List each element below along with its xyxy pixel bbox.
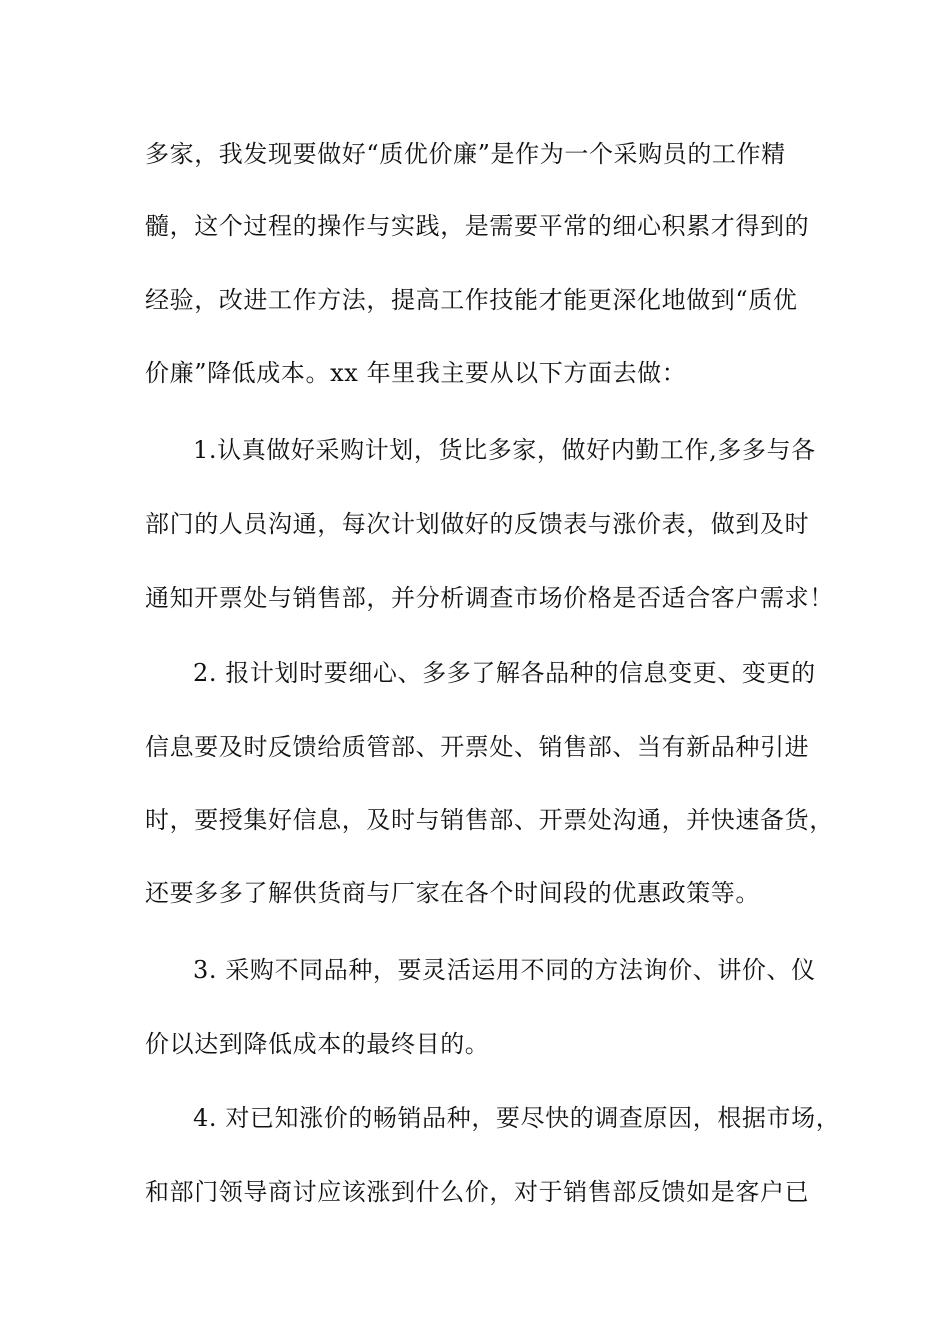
text-line: 2. 报计划时要细心、多多了解各品种的信息变更、变更的 — [193, 659, 816, 687]
text-line: 和部门领导商讨应该涨到什么价，对于销售部反馈如是客户已 — [145, 1178, 810, 1206]
text-line: 经验，改进工作方法，提高工作技能才能更深化地做到“质优 — [145, 286, 798, 314]
text-line: 价以达到降低成本的最终目的。 — [145, 1030, 490, 1058]
text-line: 价廉”降低成本。xx 年里我主要从以下方面去做： — [145, 359, 687, 387]
text-line: 通知开票处与销售部，并分析调查市场价格是否适合客户需求！ — [145, 584, 834, 612]
text-line: 信息要及时反馈给质管部、开票处、销售部、当有新品种引进 — [145, 733, 810, 761]
text-line: 3. 采购不同品种，要灵活运用不同的方法询价、讲价、仪 — [193, 956, 816, 984]
text-line: 髓，这个过程的操作与实践，是需要平常的细心积累才得到的 — [145, 212, 810, 240]
text-line: 多家，我发现要做好“质优价廉”是作为一个采购员的工作精 — [145, 140, 786, 168]
text-line: 4. 对已知涨价的畅销品种，要尽快的调查原因，根据市场， — [193, 1104, 841, 1132]
text-line: 1.认真做好采购计划，货比多家，做好内勤工作,多多与各 — [193, 436, 816, 464]
text-line: 还要多多了解供货商与厂家在各个时间段的优惠政策等。 — [145, 879, 760, 907]
text-line: 时，要授集好信息，及时与销售部、开票处沟通，并快速备货， — [145, 806, 834, 834]
text-line: 部门的人员沟通，每次计划做好的反馈表与涨价表，做到及时 — [145, 510, 810, 538]
